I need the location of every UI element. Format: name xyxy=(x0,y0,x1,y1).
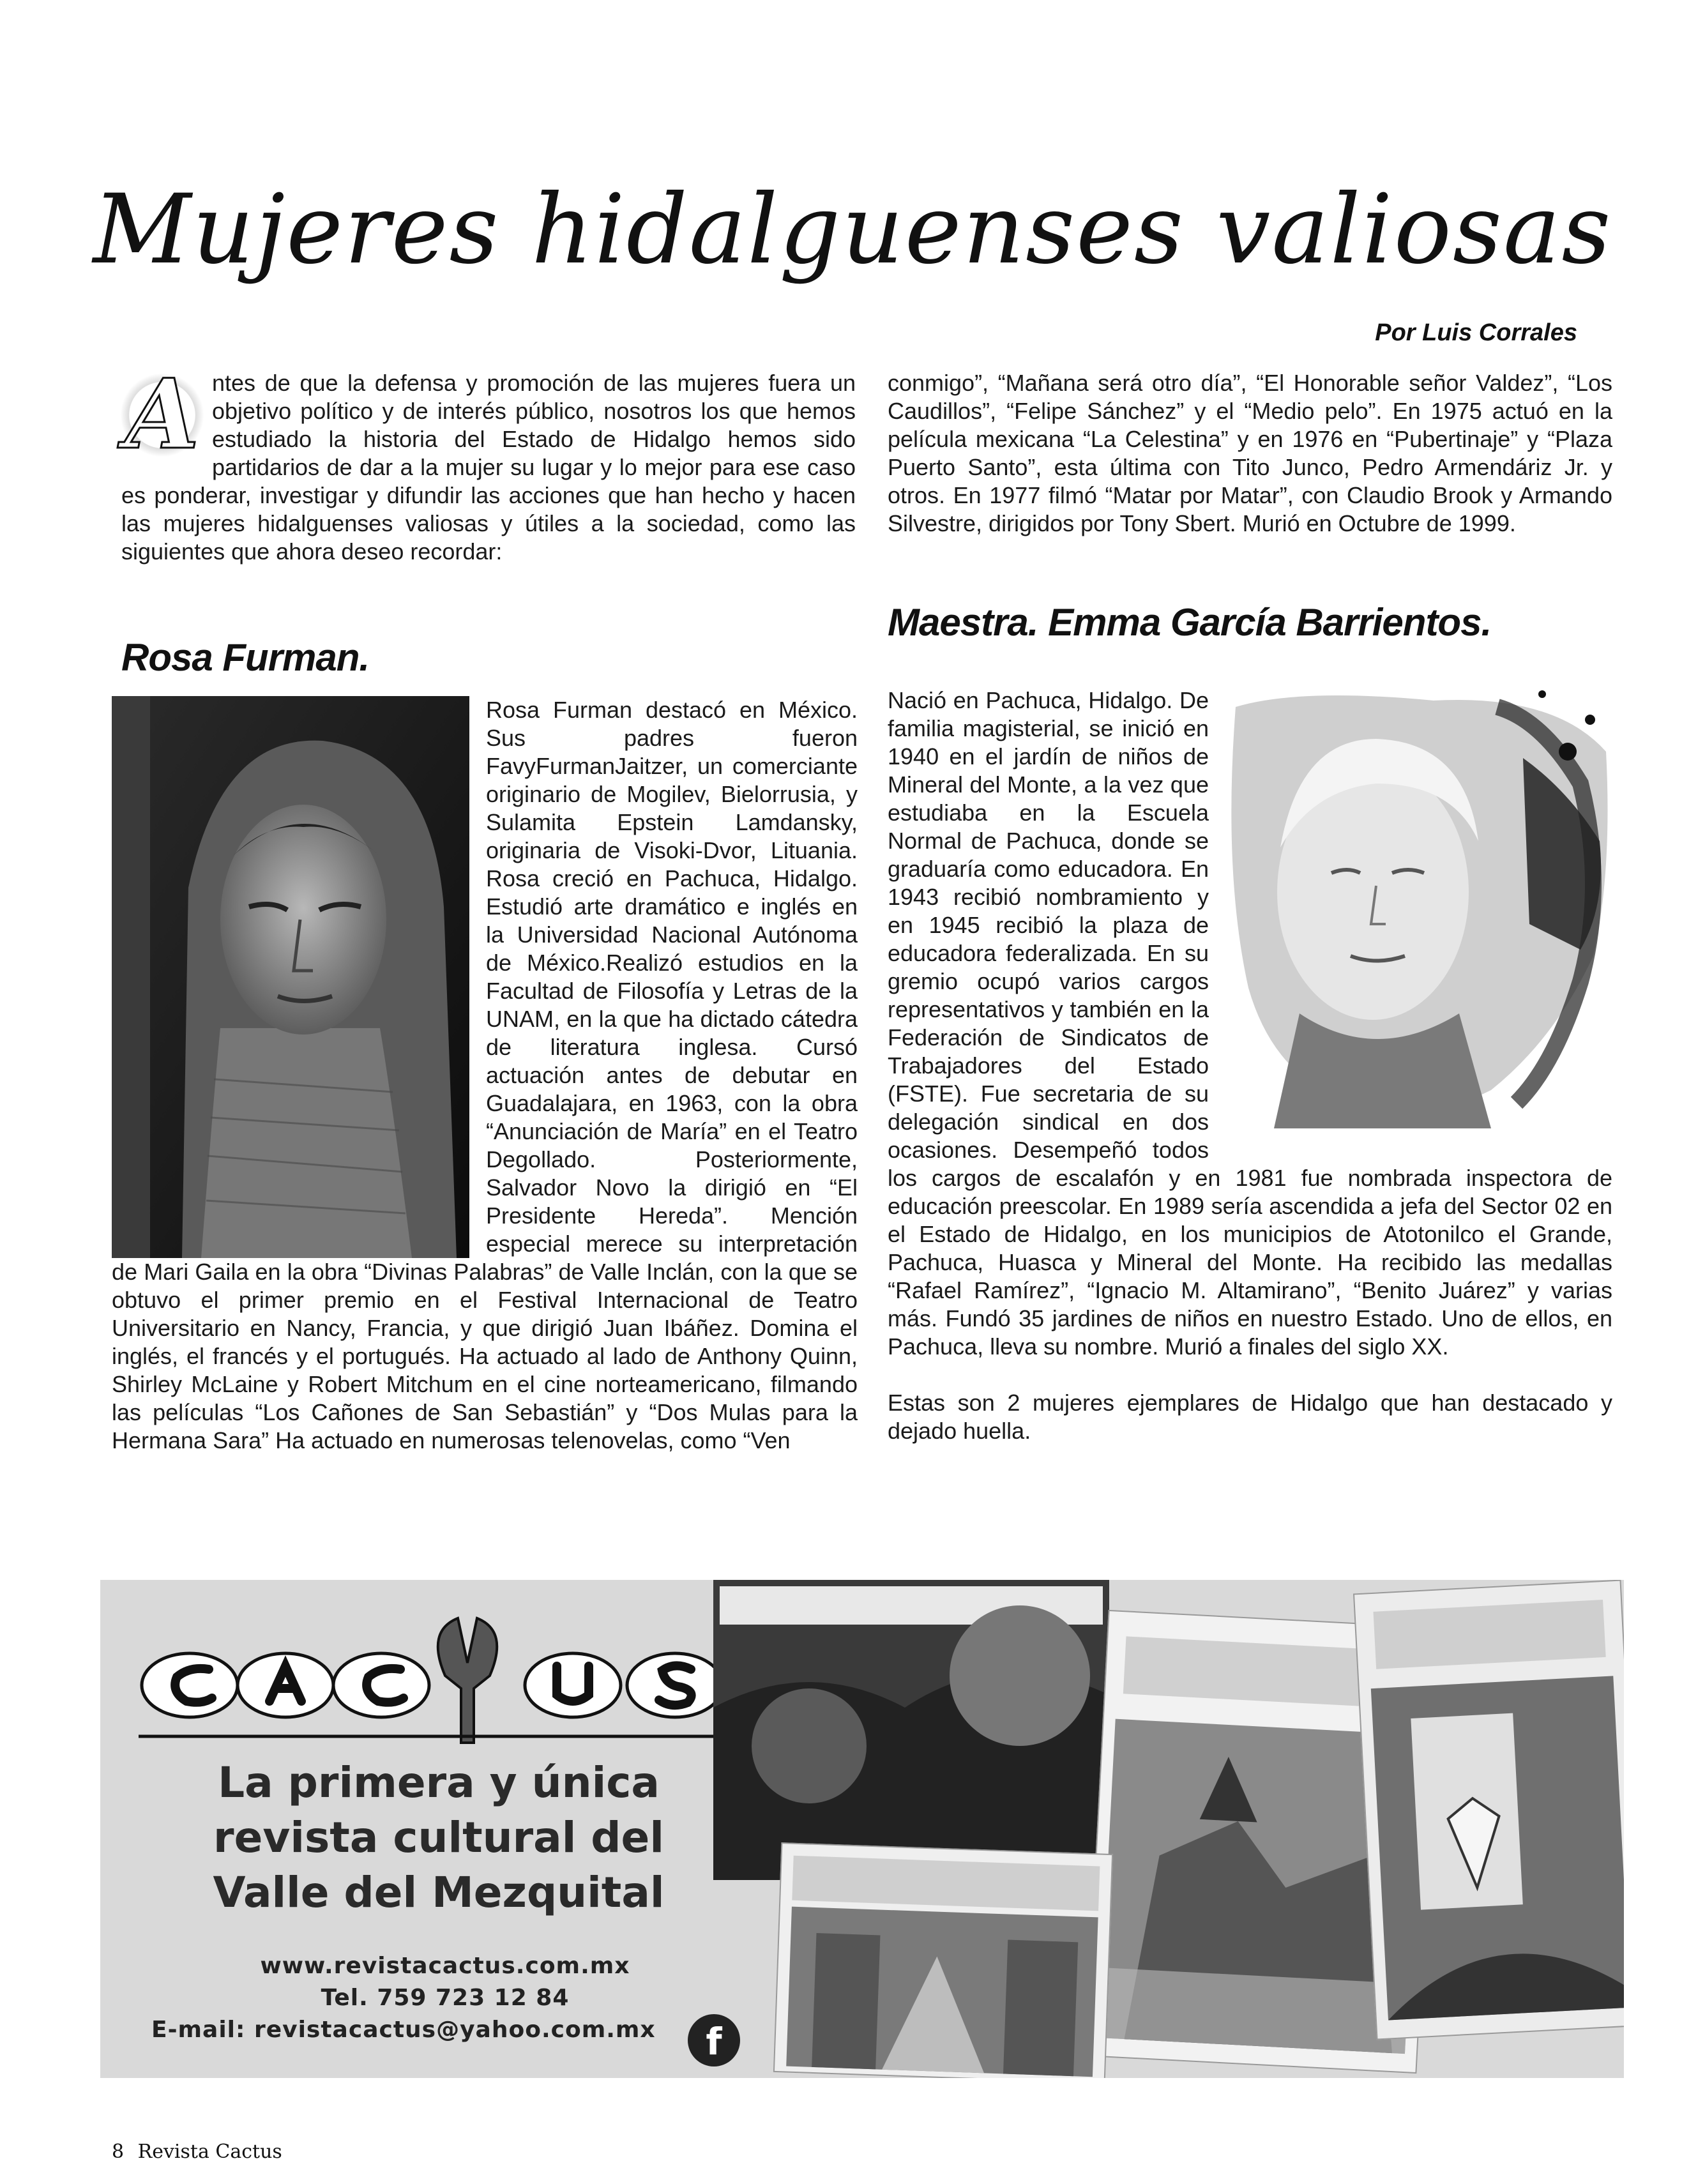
intro-paragraph xyxy=(121,358,856,566)
tagline-line: revista cultural del xyxy=(213,1813,664,1862)
continuation-text: conmigo”, “Mañana será otro día”, “El Honorable señor Valdez”, “Los Caudillos”, “Felipe Sánchez” y el “Medio pelo”. En 1975 actuó en la película mexicana “La Celestina” y en 1976 en “Pubertinaje” y “Plaza Puerto Santo”, esta última con Tito Junco, Pedro Armendáriz Jr. y otros. En 1977 filmó “Matar por Matar”, con Claudio Brook y Armando Silvestre, dirigidos por Tony Sbert. Murió en Octubre de 1999. xyxy=(888,370,1612,536)
magazine-cover-3 xyxy=(1353,1580,1624,2040)
website-link[interactable]: www.revistacactus.com.mx xyxy=(260,1953,630,1979)
rosa-furman-photo xyxy=(112,696,469,1258)
right-column-continuation xyxy=(888,369,1612,538)
phone-number: Tel. 759 723 12 84 xyxy=(321,1985,570,2011)
closing-paragraph: Estas son 2 mujeres ejemplares de Hidalgo que han destacado y dejado huella. xyxy=(888,1390,1612,1444)
ad-tagline xyxy=(151,1756,726,1920)
magazine-cover-4 xyxy=(773,1842,1113,2078)
ad-contact xyxy=(126,1950,764,2046)
byline: Por Luis Corrales xyxy=(1375,319,1577,346)
magazine-cover-1 xyxy=(713,1580,1109,1880)
heading-rosa-furman: Rosa Furman. xyxy=(121,636,370,679)
facebook-icon[interactable]: f xyxy=(688,2014,740,2066)
page-footer xyxy=(112,2141,282,2163)
tagline-line: Valle del Mezquital xyxy=(213,1868,665,1917)
emma-garcia-body: Nació en Pachuca, Hidalgo. De familia magisterial, se inició en 1940 en el jardín de niños de Mineral del Monte, a la vez que estudiaba en la Escuela Normal de Pachuca, donde se graduaría como educadora. En 1943 recibió nombramiento y en 1945 recibió la plaza de educadora federalizada. En su gremio ocupó varios cargos representativos y también en la Federación de Sindicatos de Trabajadores del Estado (FSTE). Fue secretaria de su delegación sindical en dos ocasiones. Desempeñó todos los cargos de escalafón y en 1981 fue nombrada inspectora de educación preescolar. En 1989 sería ascendida a jefa del Sector 02 en el Estado de Hidalgo, en los municipios de Atotonilco el Grande, Pachuca, Huasca y Mineral del Monte. Ha recibido las medallas “Rafael Ramírez”, “Ignacio M. Altamirano”, “Benito Juárez” y varias más. Fundó 35 jardines de niños en nuestro Estado. Uno de ellos, en Pachuca, lleva su nombre. Murió a finales del siglo XX. xyxy=(888,687,1612,1360)
article-title: Mujeres hidalguenses valiosas xyxy=(93,174,1612,285)
emma-garcia-photo xyxy=(1223,681,1619,1141)
page-number: 8 xyxy=(112,2141,125,2163)
left-column xyxy=(121,358,856,566)
emma-garcia-text xyxy=(888,686,1612,1445)
drop-cap: A xyxy=(120,373,204,457)
cactus-logo xyxy=(126,1605,764,1752)
magazine-name: Revista Cactus xyxy=(137,2141,282,2163)
rosa-furman-text xyxy=(112,696,858,1455)
tagline-line: La primera y única xyxy=(218,1758,660,1807)
intro-text: ntes de que la defensa y promoción de las mujeres fuera un objetivo político y de interés público, nosotros los que hemos estudiado la historia del Estado de Hidalgo hemos sido partidarios de dar a la mujer su lugar y lo mejor para ese caso es ponderar, investigar y difundir las acciones que han hecho y hacen las mujeres hidalguenses valiosas y útiles a la sociedad, como las siguientes que ahora deseo recordar: xyxy=(121,370,856,565)
email-link[interactable]: E-mail: revistacactus@yahoo.com.mx xyxy=(151,2017,656,2043)
heading-emma-garcia: Maestra. Emma García Barrientos. xyxy=(888,601,1492,644)
rosa-furman-body: Rosa Furman destacó en México. Sus padres fueron FavyFurmanJaitzer, un comerciante originario de Mogilev, Bielorrusia, y Sulamita Epstein Lamdansky, originaria de Visoki-Dvor, Lituania. Rosa creció en Pachuca, Hidalgo. Estudió arte dramático e inglés en la Universidad Nacional Autónoma de México.Realizó estudios en la Facultad de Filosofía y Letras de la UNAM, en la que ha dictado cátedra de literatura inglesa. Cursó actuación antes de debutar en Guadalajara, en 1963, con la obra “Anunciación de María” en el Teatro Degollado. Posteriormente, Salvador Novo la dirigió en “El Presidente Hereda”. Mención especial merece su interpretación de Mari Gaila en la obra “Divinas Palabras” de Valle Inclán, con la que se obtuvo el primer premio en el Festival Internacional de Teatro Universitario en Nancy, Francia, y que dirigió Juan Ibáñez. Domina el inglés, el francés y el portugués. Ha actuado al lado de Anthony Quinn, Shirley McLaine y Robert Mitchum en el cine norteamericano, filmando las películas “Los Cañones de San Sebastián” y “Dos Mulas para la Hermana Sara” Ha actuado en numerosas telenovelas, como “Ven xyxy=(112,697,858,1453)
cactus-advertisement xyxy=(100,1580,1624,2078)
